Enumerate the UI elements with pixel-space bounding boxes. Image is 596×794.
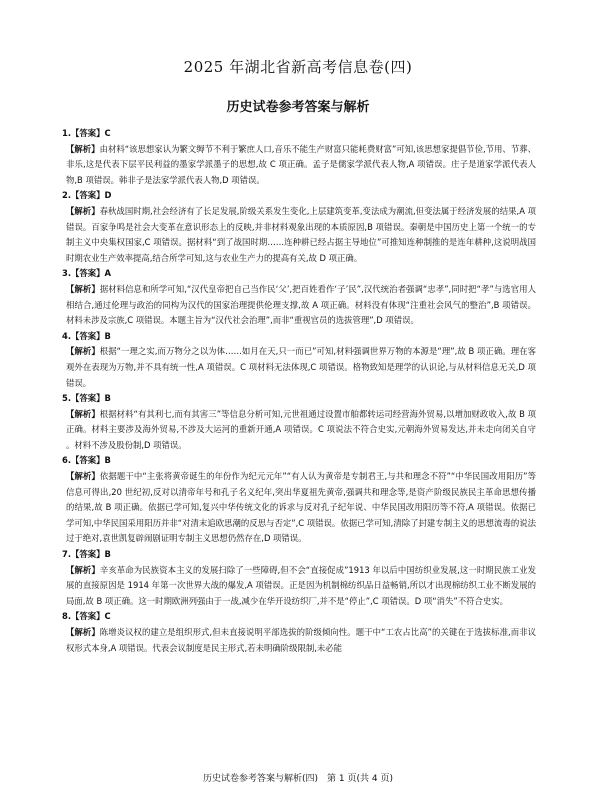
explanation-text: 依据题干中“主张将黄帝诞生的年份作为纪元元年”“有人认为黄帝是专制君王,与共和理念不符”“中华民国改用阳历”等信息可得出,20 世纪初,反对以清帝年号和孔子名义纪年,突出华夏祖先黄帝,强调共和理念等,是资产阶级民族民主革命思想传播的结果,故 B 项正确。依据已学可知,复兴中华传统文化的诉求与反对孔子纪年说、中华民国改用阳历等不符,A 项错误。依据已学可知,中华民国采用阳历并非“对清末追欧思潮的反思与否定”,C 项错误。依据已学可知,清除了封建专制主义的思想流毒的说法过于绝对,袁世凯复辟闹剧证明专制主义思想仍然存在,D 项错误。 [66, 471, 536, 544]
answer-label: 7.【答案】B [62, 549, 111, 560]
explanation-text: 春秋战国时期,社会经济有了长足发展,阶级关系发生变化,上层建筑变革,变法成为潮流,但变法属于经济发展的结果,A 项错误。百家争鸣是社会大变革在意识形态上的反映,并非材料观象出现的本质原因,B 项错误。秦朝是中国历史上第一个统一的专制主义中央集权国家,C 项错误。据材料“到了战国时期……连种耕已经占据主导地位”可推知连种制推的是连年耕种,这说明战国时期农业生产效率提高,结合所学可知,这与农业生产力的提高有关,故 D 项正确。 [66, 205, 536, 263]
explanation-tag: 【解析】 [66, 143, 100, 154]
answer-label: 5.【答案】B [62, 393, 111, 404]
explanation-tag: 【解析】 [66, 205, 100, 216]
explanation [62, 282, 536, 329]
answer-item-7 [62, 547, 536, 609]
explanation-tag: 【解析】 [66, 346, 100, 357]
explanation [62, 625, 536, 656]
explanation-tag: 【解析】 [66, 564, 100, 575]
explanation-tag: 【解析】 [66, 283, 100, 294]
explanation-text: 辛亥革命为民族资本主义的发展扫除了一些障碍,但不会“直接促成”1913 年以后中国纺织业发展,这一时期民族工业发展的直接原因是 1914 年第一次世界大战的爆发,A 项错误。正是因为机制棉纺织品日益畅销,所以才出现棉纺织工业不断发展的局面,故 B 项正确。这一时期欧洲列强由于一战,减少在华开设纺织厂,并不是“停止”,C 项错误。D 项“消失”不符合史实。 [66, 564, 537, 606]
answer-label: 6.【答案】B [62, 455, 111, 466]
answer-item-5 [62, 391, 536, 453]
explanation-text: 据材料信息和所学可知,“汉代皇帝把自己当作民‘父’,把百姓看作‘子’民”,汉代统治者强调“忠孝”,同时把“孝”与选官用人相结合,通过伦理与政治的同构为汉代的国家治理提供伦理支撑,故 A 项正确。材料没有体现“注重社会风气的整治”,B 项错误。材料未涉及宗族,C 项错误。本题主旨为“汉代社会治理”,而非“重视官员的选拔管理”,D 项错误。 [66, 283, 536, 326]
explanation-text: 根据“一理之实,而万物分之以为体……如月在天,只一而已”可知,材料强调世界万物的本源是“理”,故 B 项正确。理在客观外在表现为万物,并不具有统一性,A 项错误。C 项材料无法体现,C 项错误。格物致知是理学的认识论,与从材料信息无关,D 项错误。 [66, 346, 536, 388]
answer-item-3 [62, 266, 536, 328]
explanation-tag: 【解析】 [66, 408, 100, 419]
answer-label: 1.【答案】C [62, 128, 111, 138]
answer-item-6 [62, 453, 536, 547]
explanation [62, 204, 536, 266]
explanation [62, 469, 536, 547]
explanation [62, 344, 536, 391]
page-footer: 历史试卷参考答案与解析(四) 第 1 页(共 4 页) [203, 774, 393, 784]
answer-item-4 [62, 329, 536, 391]
document-subtitle: 历史试卷参考答案与解析 [226, 100, 370, 115]
answer-label: 8.【答案】C [62, 611, 111, 622]
answer-item-8 [62, 609, 536, 656]
explanation [62, 407, 536, 454]
explanation-tag: 【解析】 [66, 471, 100, 482]
answer-item-2 [62, 188, 536, 266]
explanation-text: 根据材料“有其利七,而有其害三”等信息分析可知,元世祖通过设置市舶都转运司经营海外贸易,以增加财政收入,故 B 项正确。材料主要涉及海外贸易,不涉及大运河的重新开通,A 项错误。C 项说法不符合史实,元朝海外贸易发达,并未走向闭关自守。材料不涉及股份制,D 项错误。 [66, 408, 536, 450]
explanation-tag: 【解析】 [66, 627, 100, 637]
explanation-text: 陈增炎议权的建立是组织形式,但未直接说明平部选拔的阶级倾向性。题干中“工农占比高”的关键在于选拔标准,而非议权形式本身,A 项错误。代表会议制度是民主形式,若未明确阶级限制,未必能 [66, 627, 537, 653]
answer-label: 2.【答案】D [62, 190, 112, 201]
answer-label: 4.【答案】B [62, 330, 111, 341]
explanation [62, 142, 536, 189]
answer-label: 3.【答案】A [62, 268, 111, 279]
answer-list [62, 126, 536, 656]
answer-item-1 [62, 126, 536, 188]
document-title: 2025 年湖北省新高考信息卷(四) [183, 58, 413, 76]
explanation-text: 由材料“该思想家认为繁文缛节不利于繁庶人口,音乐不能生产财富只能耗费财富”可知,该思想家提倡节俭,节用、节葬、非乐,这是代表下层平民利益的墨家学派墨子的思想,故 C 项正确。孟子是儒家学派代表人物,A 项错误。庄子是道家学派代表人物,B 项错误。韩非子是法家学派代表人物,D 项错误。 [66, 143, 536, 185]
explanation [62, 563, 536, 610]
